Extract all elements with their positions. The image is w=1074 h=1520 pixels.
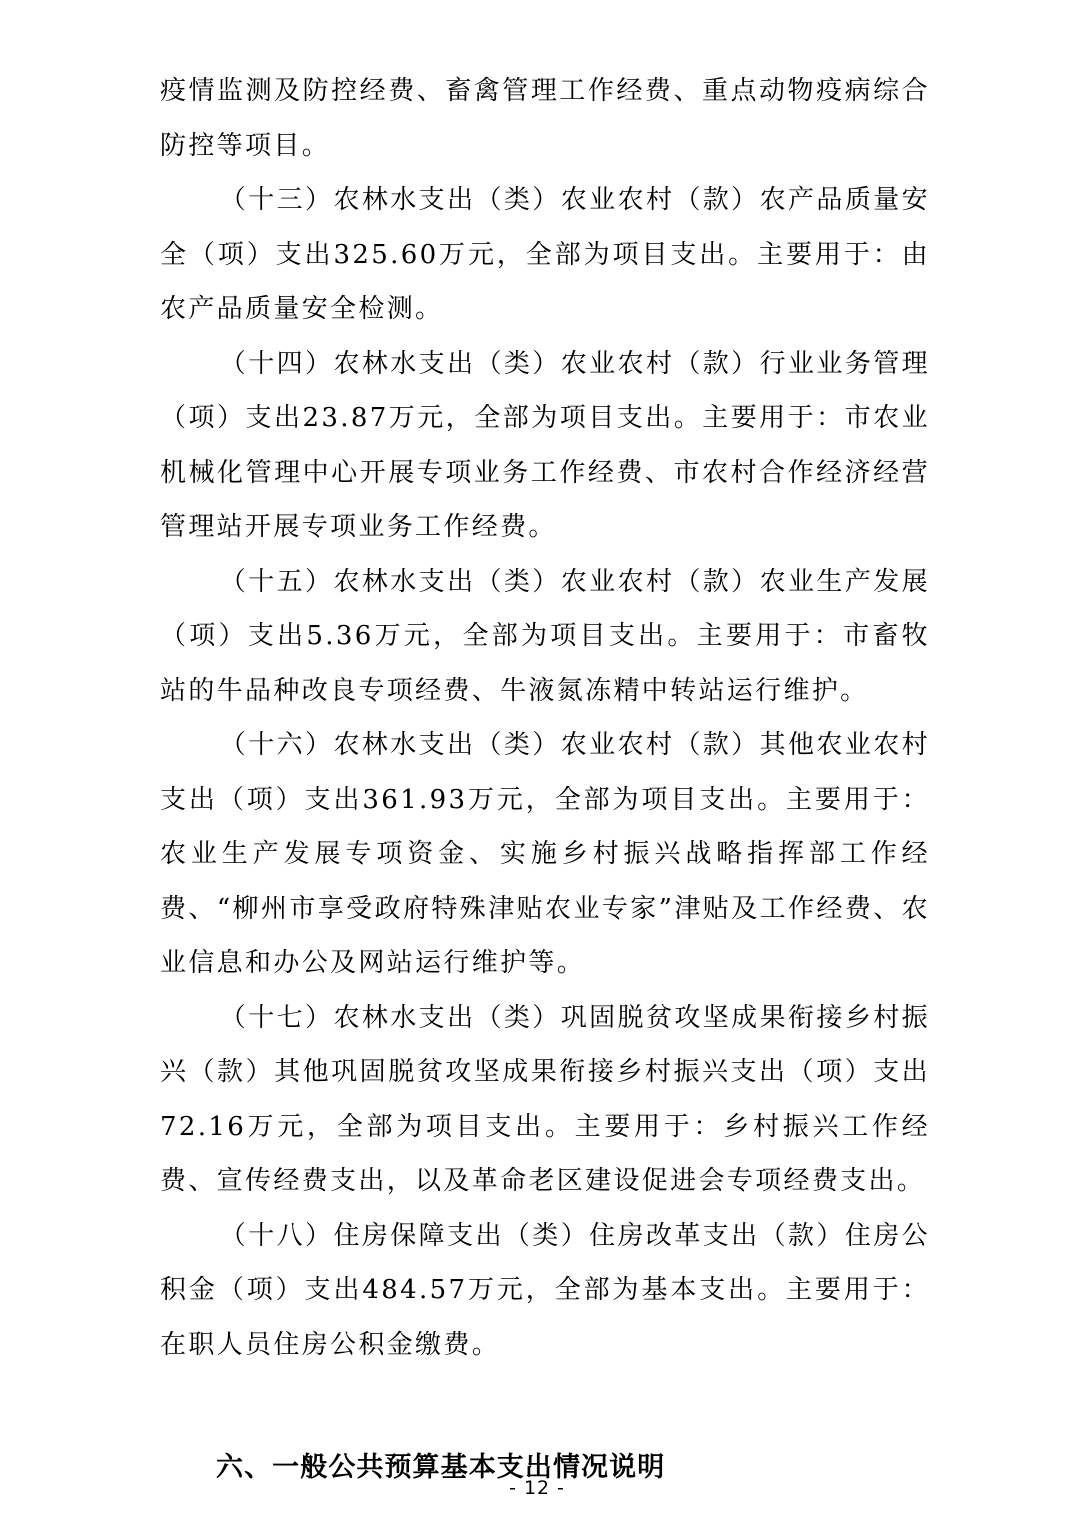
section-heading: 六、一般公共预算基本支出情况说明: [216, 1452, 666, 1483]
paragraph-item-13: （十三）农林水支出（类）农业农村（款）农产品质量安全（项）支出325.60万元，全部为项目支出。主要用于：由农产品质量安全检测。: [160, 185, 930, 324]
body-text: [160, 64, 930, 1372]
paragraph-item-18: （十八）住房保障支出（类）住房改革支出（款）住房公积金（项）支出484.57万元，全部为基本支出。主要用于：在职人员住房公积金缴费。: [160, 1220, 930, 1360]
paragraph-item-16: （十六）农林水支出（类）农业农村（款）其他农业农村支出（项）支出361.93万元，全部为项目支出。主要用于：农业生产发展专项资金、实施乡村振兴战略指挥部工作经费、“柳州市享受政府特殊津贴农业专家”津贴及工作经费、农业信息和办公及网站运行维护等。: [160, 730, 930, 978]
paragraph-item-17: （十七）农林水支出（类）巩固脱贫攻坚成果衔接乡村振兴（款）其他巩固脱贫攻坚成果衔接乡村振兴支出（项）支出72.16万元，全部为项目支出。主要用于：乡村振兴工作经费、宣传经费支出，以及革命老区建设促进会专项经费支出。: [160, 1002, 930, 1196]
paragraph-continuation: 疫情监测及防控经费、畜禽管理工作经费、重点动物疫病综合防控等项目。: [160, 76, 930, 161]
paragraph-item-14: （十四）农林水支出（类）农业农村（款）行业业务管理（项）支出23.87万元，全部为项目支出。主要用于：市农业机械化管理中心开展专项业务工作经费、市农村合作经济经营管理站开展专项业务工作经费。: [160, 348, 930, 542]
page-number: - 12 -: [509, 1477, 565, 1499]
paragraph-item-15: （十五）农林水支出（类）农业农村（款）农业生产发展（项）支出5.36万元，全部为项目支出。主要用于：市畜牧站的牛品种改良专项经费、牛液氮冻精中转站运行维护。: [160, 566, 930, 706]
